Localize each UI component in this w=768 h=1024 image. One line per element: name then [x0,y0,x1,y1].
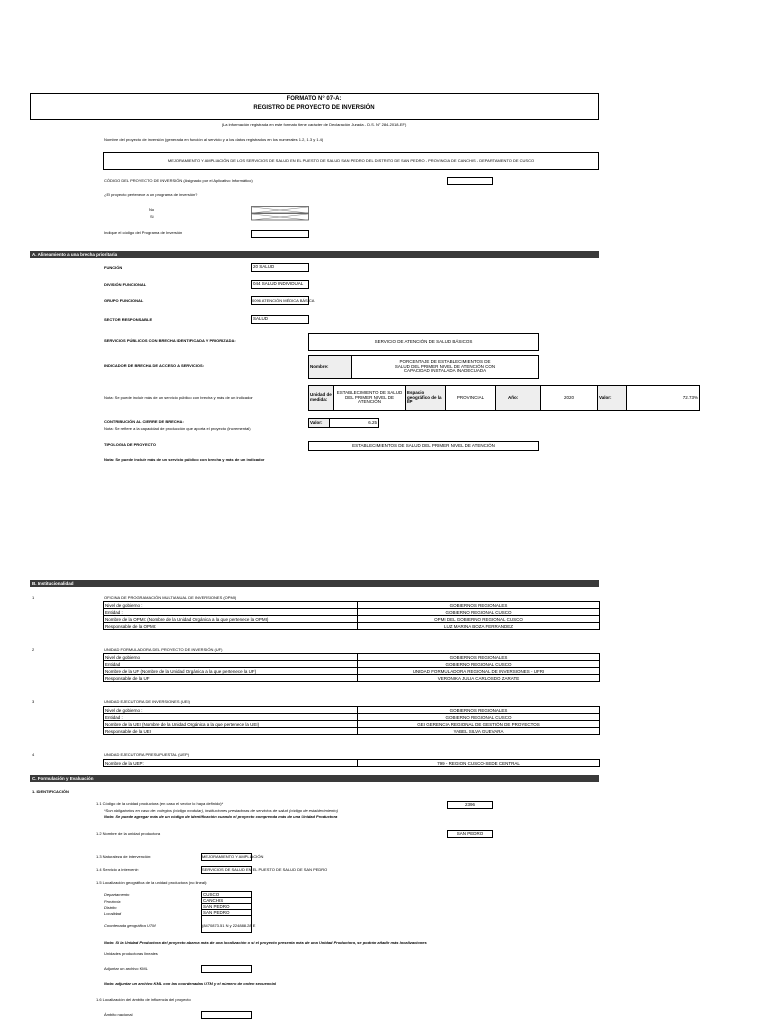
lineales-label: Unidades productoras lineales [104,951,158,956]
espacio-field: PROVINCIAL [445,385,496,411]
table-row [104,602,600,609]
uep-title: UNIDAD EJECUTORA PRESUPUESTAL (UEP) [104,752,190,757]
valor-field: 72.73% [626,385,700,411]
form-legal-note: (La información registrada en este formato tiene carácter de Declaración Jurada - D.S. N° 284-2018-EF) [221,122,407,127]
row-value: GOBIERNOS REGIONALES [358,707,600,714]
row-label: Nombre de la OPMI: (Nombre de la Unidad Orgánica a la que pertenece la OPMI) [104,616,358,623]
grupo-field[interactable] [251,296,309,305]
row-label: Nombre de la UF (Nombre de la Unidad Orgánica a la que pertenece la UF) [104,668,358,675]
table-row [104,760,600,767]
sector-label: SECTOR RESPONSABLE [104,317,153,322]
program-si-label: Si [150,214,154,219]
table-row [104,714,600,721]
row-label: Nombre de la UEI (Nombre de la Unidad Orgánica a la que pertenece la UEI) [104,721,358,728]
table-row [104,616,600,623]
opmi-number: 1 [32,595,35,600]
table-row [104,675,600,682]
uf-table [103,653,600,682]
tipologia-label: TIPOLOGIA DE PROYECTO [104,442,157,447]
uei-table [103,706,600,735]
kml-note: Nota: adjuntar un archivo KML con las coordenadas UTM y el número de orden secuencial [104,981,276,986]
kml-field[interactable] [201,965,252,973]
codigo-up-field[interactable]: 2396 [447,801,493,809]
row-value: GOBIERNO REGIONAL CUSCO [358,661,600,668]
opmi-table [103,601,600,630]
loc-distrito-label: Distrito [104,905,117,910]
program-no-label: No [149,207,155,212]
valor-label: Valor: [597,385,627,411]
naturaleza-label: 1.3 Naturaleza de intervención: [96,854,152,859]
unidad-label: Unidad de medida: [308,385,334,411]
row-value: LUZ MARINA BOZA FERRANDEZ [358,623,600,630]
tipologia-field: ESTABLECIMIENTOS DE SALUD DEL PRIMER NIVEL DE ATENCIÓN [308,441,539,451]
kml-label: Adjuntar un archivo KML [104,966,148,971]
row-value: UNIDAD FORMULADORA REGIONAL DE INVERSIONES - UFRI [358,668,600,675]
row-value: GEI GERENCIA REGIONAL DE GESTIÓN DE PROYECTOS [358,721,600,728]
project-name: MEJORAMIENTO Y AMPLIACIÓN DE LOS SERVICIOS DE SALUD EN EL PUESTO DE SALUD SAN PEDRO DEL DISTRITO DE SAN PEDRO - PROVINCIA DE CANCHIS - DEPARTAMENTO DE CUSCO [167,158,535,163]
uei-number: 3 [32,699,35,704]
row-label: Nivel de gobierno : [104,602,358,609]
funcion-label: FUNCIÓN [104,265,123,270]
grupo-label: GRUPO FUNCIONAL [104,298,144,303]
opmi-title: OFICINA DE PROGRAMACIÓN MULTIANUAL DE INVERSIONES (OPMI) [104,595,237,600]
servicios-label: SERVICIOS PÚBLICOS CON BRECHA IDENTIFICADA Y PRIORIZADA: [104,338,236,343]
row-value: GOBIERNO REGIONAL CUSCO [358,714,600,721]
ambito-nacional-field[interactable] [201,1011,252,1019]
form-title: FORMATO N° 07-A: [286,96,342,102]
indicador-field: PORCENTAJE DE ESTABLECIMIENTOS DE SALUD DEL PRIMER NIVEL DE ATENCIÓN CON CAPACIDAD INSTALADA INADECUADA [351,355,539,379]
indicador-nombre-label: Nombre: [308,355,352,379]
table-row [104,721,600,728]
nombre-up-field[interactable]: SAN PEDRO [447,830,493,838]
row-value: GOBIERNO REGIONAL CUSCO [358,609,600,616]
loc-provincia-field[interactable]: CANCHIS [201,897,252,904]
servicio-value: SERVICIOS DE SALUD EN EL PUESTO DE SALUD DE SAN PEDRO [202,867,328,872]
row-label: Entidad [104,661,358,668]
espacio-label: Espacio geográfico de la IIP [405,385,446,411]
indicador-label: INDICADOR DE BRECHA DE ACCESO A SERVICIOS: [104,363,205,368]
loc-note: Nota: Si la Unidad Productora del proyecto abarca más de una localización o si el proyecto presenta más de una Unidad Productora, se podrán añadir más localizaciones [104,940,427,945]
row-value: 799 - REGION CUSCO-SEDE CENTRAL [358,760,600,767]
program-option-boxes[interactable] [251,206,309,221]
contribucion-valor-label: Valor: [308,418,330,428]
funcion-field[interactable]: 20 SALUD [251,263,309,272]
project-code-label: CÓDIGO DEL PROYECTO DE INVERSIÓN (Asignado por el Aplicativo Informático) [104,178,253,183]
row-label: Responsable de la OPMI: [104,623,358,630]
naturaleza-value: MEJORAMIENTO Y AMPLIACIÓN [202,854,264,859]
section-a-note: Nota: Se puede incluir más de un servicio público con brecha y más de un indicador [104,457,265,462]
row-label: Entidad : [104,609,358,616]
loc-localidad-field[interactable]: SAN PEDRO [201,909,252,916]
division-field[interactable]: 044 SALUD INDIVIDUAL [251,280,309,289]
codigo-up-note1: *Son obligatorios en caso de: colegios (código modular), instituciones prestadoras de servicios de salud (código de establecimiento) [104,808,338,813]
table-row [104,654,600,661]
division-label: DIVISIÓN FUNCIONAL [104,282,147,287]
loc-coordenada-value: (8470873.51 N y 224888.28 E [202,923,256,928]
grupo-value: 0096 ATENCIÓN MÉDICA BÁSICA [252,298,315,303]
loc-distrito-field[interactable]: SAN PEDRO [201,903,252,910]
table-row [104,728,600,735]
localizacion-label: 1.5 Localización geográfica de la unidad productora (no lineal): [96,880,208,885]
program-code-field[interactable] [251,230,309,238]
form-subtitle: REGISTRO DE PROYECTO DE INVERSIÓN [253,105,375,111]
uf-title: UNIDAD FORMULADORA DEL PROYECTO DE INVERSIÓN (UF) [104,647,223,652]
loc-departamento-label: Departamento [104,892,130,897]
ambito-nacional-label: Ámbito nacional [104,1012,133,1017]
row-value: GOBIERNOS REGIONALES [358,654,600,661]
loc-coordenada-label: Coordenada geográfica UTM [104,923,156,928]
identificacion-title: 1. IDENTIFICACIÓN [32,789,69,794]
anio-field: 2020 [540,385,598,411]
servicios-field: SERVICIO DE ATENCIÓN DE SALUD BÁSICOS [308,333,539,351]
contribucion-valor-field: 6.25 [329,418,379,428]
row-label: Responsable de la UEI [104,728,358,735]
row-value: YABEL SILVA GUEVARA [358,728,600,735]
loc-provincia-label: Provincia [104,899,121,904]
naturaleza-field[interactable] [201,853,252,861]
table-row [104,609,600,616]
row-value: VERONIKA JULIA CARLOSDO ZARATE [358,675,600,682]
row-value: OPMI DEL GOBIERNO REGIONAL CUSCO [358,616,600,623]
unidad-field: ESTABLECIMIENTO DE SALUD DEL PRIMER NIVEL DE ATENCIÓN [333,385,406,411]
row-label: Nivel de gobierno : [104,707,358,714]
table-row [104,623,600,630]
indicador-note: Nota: Se puede incluir más de un servicio público con brecha y más de un indicador [104,395,253,400]
uep-number: 4 [32,752,35,757]
table-row [104,707,600,714]
contribucion-label: CONTRIBUCIÓN AL CIERRE DE BRECHA: [104,419,184,424]
row-value: GOBIERNOS REGIONALES [358,602,600,609]
nombre-up-label: 1.2 Nombre de la unidad productora [96,831,161,836]
loc-coordenada-field[interactable] [201,915,252,933]
servicio-label: 1.4 Servicio a intervenir: [96,867,139,872]
codigo-up-note2: Nota: Se puede agregar más de un código de identificación cuando el proyecto comprenda más de una Unidad Productora [104,814,338,819]
section-b-header: B. Institucionalidad [30,580,599,587]
uei-title: UNIDAD EJECUTORA DE INVERSIONES (UEI) [104,699,190,704]
uep-table [103,759,600,767]
row-label: Nombre de la UEP: [104,760,358,767]
section-c-header: C. Formulación y Evaluación [30,775,599,782]
program-code-label: Indique el código del Programa de Inversión [104,230,183,235]
contribucion-note: Nota: Se refiere a la capacidad de producción que aporta el proyecto (incremental) [104,426,251,431]
anio-label: Año: [495,385,541,411]
program-question: ¿El proyecto pertenece a un programa de inversión? [104,192,198,197]
loc-localidad-label: Localidad [104,911,122,916]
row-label: Nivel de gobierno [104,654,358,661]
table-row [104,668,600,675]
codigo-up-label: 1.1 Código de la unidad productora (en caso el vector lo haya definido)* [96,801,224,806]
table-row [104,661,600,668]
servicio-field[interactable] [201,866,252,874]
row-label: Entidad : [104,714,358,721]
project-name-label: Nombre del proyecto de inversión (generada en función al servicio y a los datos registrados en los numerales 1.2, 1.3 y 1.4) [104,137,324,142]
project-code-field[interactable] [447,177,493,185]
section-a-header: A. Alineamiento a una brecha prioritaria [30,251,599,258]
loc-departamento-field[interactable]: CUSCO [201,891,252,898]
uf-number: 2 [32,647,35,652]
row-label: Responsable de la UF [104,675,358,682]
sector-field[interactable]: SALUD [251,315,309,324]
ambito-label: 1.6 Localización del ámbito de influencia del proyecto [96,997,191,1002]
